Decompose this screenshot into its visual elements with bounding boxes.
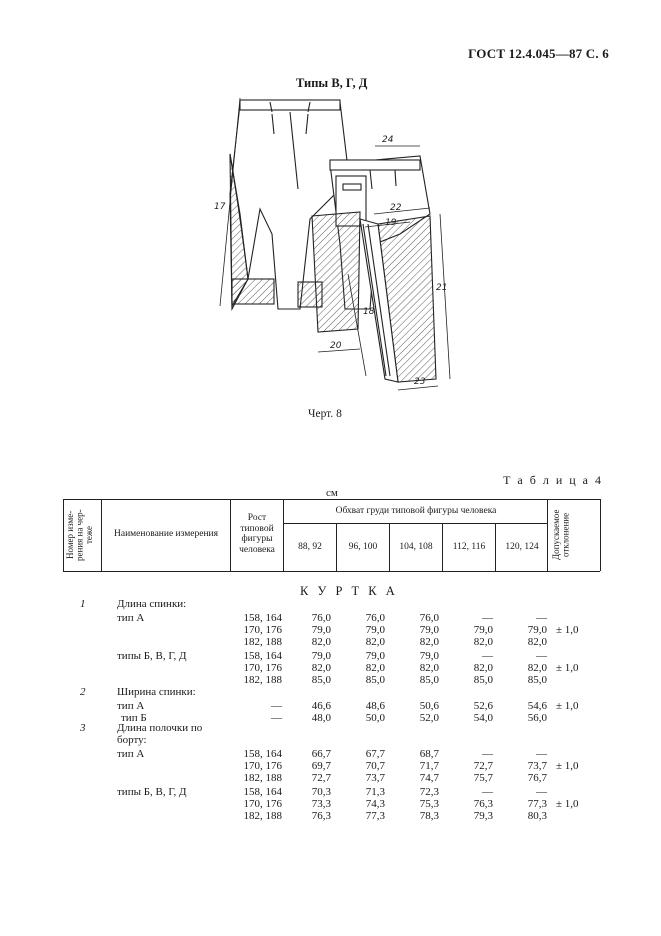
chest-value: 71,3	[365, 786, 385, 798]
height-value: 182, 188	[243, 636, 282, 648]
chest-value: 85,0	[473, 674, 493, 686]
chest-value: —	[482, 612, 493, 624]
table-row	[0, 798, 661, 810]
chest-value: —	[536, 748, 547, 760]
height-value: 158, 164	[243, 612, 282, 624]
tolerance-value: ± 1,0	[556, 624, 579, 636]
chest-value: 50,6	[419, 700, 439, 712]
dim-label: 17	[214, 202, 226, 212]
table-row	[0, 624, 661, 636]
chest-value: 85,0	[527, 674, 547, 686]
chest-value: 72,7	[311, 772, 331, 784]
chest-value: 82,0	[311, 636, 331, 648]
figure-type: типы Б, В, Г, Д	[117, 650, 187, 662]
chest-value: 79,3	[473, 810, 493, 822]
chest-value: 48,0	[311, 712, 331, 724]
measure-name: Длина полочки по	[117, 722, 203, 734]
measure-number: 2	[80, 686, 86, 698]
measure-name: борту:	[117, 734, 147, 746]
table-row	[0, 810, 661, 822]
table-row	[0, 674, 661, 686]
figure-caption: Черт. 8	[308, 408, 342, 420]
table-header	[63, 499, 600, 572]
table-row	[0, 612, 661, 624]
chest-value: 75,7	[473, 772, 493, 784]
chest-value: 79,0	[311, 650, 331, 662]
chest-value: 79,0	[311, 624, 331, 636]
tolerance-value: ± 1,0	[556, 700, 579, 712]
chest-value: 79,0	[365, 650, 385, 662]
standard-id: ГОСТ 12.4.045—87 С. 6	[468, 46, 609, 61]
dim-label: 20	[330, 341, 342, 351]
chest-value: 85,0	[311, 674, 331, 686]
figure-type: тип Б	[121, 712, 147, 724]
chest-value: 74,3	[365, 798, 385, 810]
chest-value: 76,0	[419, 612, 439, 624]
chest-value: 78,3	[419, 810, 439, 822]
dim-label: 23	[414, 377, 426, 387]
chest-value: 76,3	[473, 798, 493, 810]
chest-value: 82,0	[365, 662, 385, 674]
chest-value: 73,3	[311, 798, 331, 810]
height-value: 170, 176	[243, 624, 282, 636]
header-name: Наименование измерения	[114, 529, 218, 539]
chest-value: —	[482, 748, 493, 760]
figure-type: тип А	[117, 700, 145, 712]
chest-value: 82,0	[311, 662, 331, 674]
header-chest: Обхват груди типовой фигуры человека	[335, 506, 497, 516]
table-row	[0, 650, 661, 662]
measure-number: 3	[80, 722, 86, 734]
chest-value: 82,0	[527, 662, 547, 674]
height-value: 158, 164	[243, 748, 282, 760]
chest-value: —	[482, 650, 493, 662]
measure-name: Ширина спинки:	[117, 686, 196, 698]
header-tolerance: Допускаемое отклонение	[551, 509, 571, 561]
chest-value: 79,0	[365, 624, 385, 636]
figure-type: типы Б, В, Г, Д	[117, 786, 187, 798]
chest-value: —	[536, 650, 547, 662]
chest-value: 82,0	[419, 662, 439, 674]
tolerance-value: ± 1,0	[556, 798, 579, 810]
dim-label: 24	[382, 135, 394, 145]
chest-value: 66,7	[311, 748, 331, 760]
section-title: К У Р Т К А	[300, 584, 398, 598]
chest-value: 52,0	[419, 712, 439, 724]
height-value: 170, 176	[243, 798, 282, 810]
table-row	[0, 760, 661, 772]
chest-value: 77,3	[527, 798, 547, 810]
unit-label: см	[326, 487, 338, 499]
table-label: Т а б л и ц а 4	[503, 473, 603, 487]
chest-value: 50,0	[365, 712, 385, 724]
chest-value: 46,6	[311, 700, 331, 712]
height-value: 170, 176	[243, 662, 282, 674]
header-number: Номер изме-рения на чер-теже	[65, 509, 94, 561]
height-value: 158, 164	[243, 650, 282, 662]
table-row	[0, 700, 661, 712]
figure-type: тип А	[117, 748, 145, 760]
table-row	[0, 662, 661, 674]
chest-value: 52,6	[473, 700, 493, 712]
chest-value: 77,3	[365, 810, 385, 822]
chest-value: 70,3	[311, 786, 331, 798]
measure-number: 1	[80, 598, 86, 610]
chest-value: 82,0	[365, 636, 385, 648]
table-row	[0, 734, 661, 746]
chest-value: 80,3	[527, 810, 547, 822]
chest-value: 48,6	[365, 700, 385, 712]
chest-value: 74,7	[419, 772, 439, 784]
chest-value: 82,0	[473, 662, 493, 674]
header-chest-size: 120, 124	[505, 542, 539, 552]
height-value: 170, 176	[243, 760, 282, 772]
height-value: 182, 188	[243, 772, 282, 784]
chest-value: 73,7	[527, 760, 547, 772]
chest-value: 68,7	[419, 748, 439, 760]
dim-label: 22	[390, 203, 402, 213]
chest-value: 82,0	[527, 636, 547, 648]
table-row	[0, 722, 661, 734]
chest-value: 79,0	[473, 624, 493, 636]
chest-value: —	[482, 786, 493, 798]
dim-label: 21	[436, 283, 448, 293]
trousers-drawing	[200, 94, 460, 404]
chest-value: 69,7	[311, 760, 331, 772]
chest-value: 71,7	[419, 760, 439, 772]
chest-value: 76,0	[311, 612, 331, 624]
chest-value: 67,7	[365, 748, 385, 760]
height-value: —	[271, 700, 282, 712]
chest-value: 76,3	[311, 810, 331, 822]
table-row	[0, 686, 661, 698]
chest-value: 72,7	[473, 760, 493, 772]
tolerance-value: ± 1,0	[556, 662, 579, 674]
header-chest-size: 112, 116	[452, 542, 486, 552]
chest-value: 85,0	[365, 674, 385, 686]
dim-label: 18	[363, 307, 375, 317]
chest-value: 56,0	[527, 712, 547, 724]
chest-value: 70,7	[365, 760, 385, 772]
header-rost: Рост типовой фигуры человека	[239, 513, 275, 555]
chest-value: 82,0	[419, 636, 439, 648]
height-value: 158, 164	[243, 786, 282, 798]
height-value: —	[271, 712, 282, 724]
table-row	[0, 636, 661, 648]
chest-value: 79,0	[527, 624, 547, 636]
chest-value: 54,0	[473, 712, 493, 724]
chest-value: 72,3	[419, 786, 439, 798]
tolerance-value: ± 1,0	[556, 760, 579, 772]
chest-value: 82,0	[473, 636, 493, 648]
header-chest-size: 96, 100	[348, 542, 378, 552]
chest-value: 75,3	[419, 798, 439, 810]
chest-value: —	[536, 786, 547, 798]
header-chest-size: 88, 92	[298, 542, 322, 552]
chest-value: —	[536, 612, 547, 624]
measure-name: Длина спинки:	[117, 598, 187, 610]
chest-value: 76,0	[365, 612, 385, 624]
height-value: 182, 188	[243, 674, 282, 686]
chest-value: 76,7	[527, 772, 547, 784]
chest-value: 73,7	[365, 772, 385, 784]
table-row	[0, 772, 661, 784]
header-chest-size: 104, 108	[399, 542, 433, 552]
dim-label: 19	[385, 218, 397, 228]
chest-value: 85,0	[419, 674, 439, 686]
chest-value: 54,6	[527, 700, 547, 712]
table-row	[0, 786, 661, 798]
height-value: 182, 188	[243, 810, 282, 822]
table-row	[0, 598, 661, 610]
chest-value: 79,0	[419, 650, 439, 662]
table-row	[0, 748, 661, 760]
figure-title: Типы В, Г, Д	[296, 76, 368, 90]
figure-type: тип А	[117, 612, 145, 624]
chest-value: 79,0	[419, 624, 439, 636]
